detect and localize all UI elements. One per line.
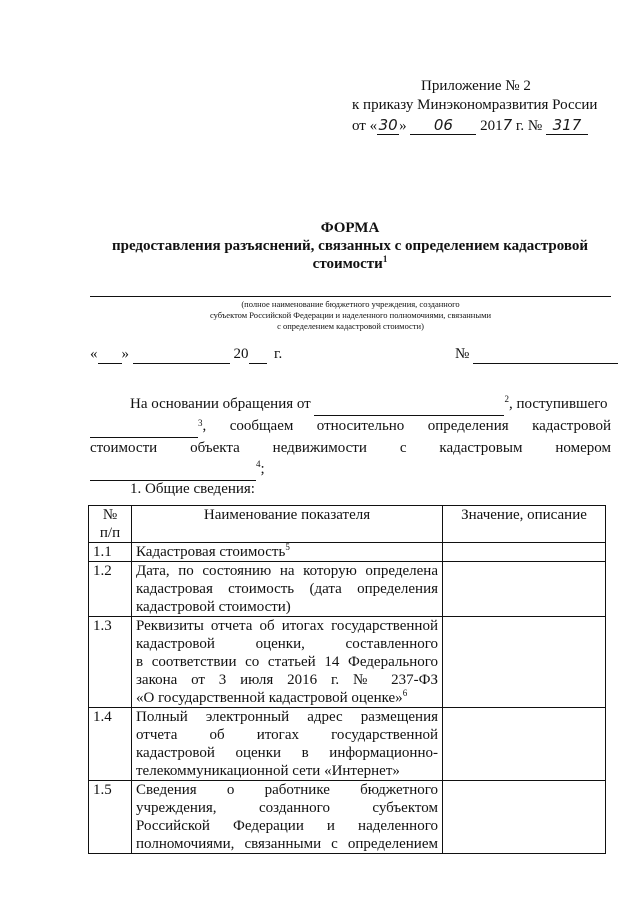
paragraph-inform: , сообщаем относительно определения кадастровой [202,418,611,434]
year-blank [249,346,267,364]
row-value[interactable] [443,617,606,708]
row-name-line: закона от 3 июля 2016 г. № 237-ФЗ [136,672,438,688]
order-number-handwritten: 317 [546,116,588,135]
row-name-line: отчета об итогах государственной [136,727,438,743]
row-num: 1.4 [89,708,132,781]
caption-line-3: с определением кадастровой стоимости) [277,321,424,331]
row-name-line: «О государственной кадастровой оценке» [136,690,403,706]
row-name [132,617,443,708]
year-prefix-20: 20 [233,346,249,362]
caption-line-1: (полное наименование бюджетного учреждения, созданного [241,299,460,309]
number-blank [473,346,618,364]
cadastral-number-blank [90,459,256,481]
date-close-quote: » [399,118,407,134]
paragraph-line-2 [90,416,611,438]
year-prefix: 201 [480,118,503,134]
open-quote: « [90,346,98,362]
row-name-line: полномочиями, связанными с определением [136,836,438,852]
paragraph-line-1 [90,394,611,416]
table-row [89,781,606,854]
general-info-table [88,505,606,854]
caption-line-2: субъектом Российской Федерации и наделенного полномочиями, связанными [209,310,491,320]
footnote-ref-3: 3 [198,418,203,428]
row-name [132,562,443,617]
year-unit: г. [274,346,283,362]
row-name-line: кадастровой оценки, составленного [136,636,438,652]
row-name-line: Дата, по состоянию на которую определена [136,563,438,579]
close-quote: » [121,346,129,362]
form-title: ФОРМА [320,220,380,236]
row-name-line: Сведения о работнике бюджетного [136,782,438,798]
date-month-handwritten: 06 [410,116,476,135]
general-info-table-wrap [88,505,606,854]
row-name-line: кадастровой стоимости) [136,599,291,615]
table-row [89,562,606,617]
section-title: 1. Общие сведения: [130,481,255,497]
footnote-ref-2: 2 [504,394,509,404]
row-name-line: учреждения, созданного субъектом [136,800,438,816]
row-value[interactable] [443,708,606,781]
basis-paragraph [90,394,611,481]
year-digit-handwritten: 7 [502,116,513,134]
table-header-row [89,506,606,543]
year-suffix: г. № [512,118,543,134]
header-num-abbr: п/п [99,525,121,541]
row-name [132,781,443,854]
header-name: Наименование показателя [132,506,443,543]
footnote-ref-1: 1 [382,254,388,264]
table-row [89,543,606,562]
table-row [89,617,606,708]
date-prefix: от « [352,118,378,134]
order-date-line [352,116,588,135]
row-name [132,708,443,781]
footnote-ref-6: 6 [402,688,408,698]
row-name [132,543,443,562]
row-num: 1.5 [89,781,132,854]
row-name-line: Кадастровая стоимость [136,544,286,560]
order-reference: к приказу Минэкономразвития России [352,97,598,113]
institution-name-line [90,296,611,297]
row-name-line: Полный электронный адрес размещения [136,709,438,725]
appendix-title: Приложение № 2 [421,78,531,94]
row-value[interactable] [443,562,606,617]
institution-caption [90,299,611,332]
header-num [89,506,132,543]
row-name-line: кадастровая стоимость (дата определения [136,581,438,597]
number-sign: № [455,346,470,362]
row-num: 1.2 [89,562,132,617]
row-name-line: кадастровой оценки в информационно- [136,745,438,761]
row-name-line: Российской Федерации и наделенного [136,818,438,834]
row-num: 1.3 [89,617,132,708]
date-day-handwritten: 30 [378,116,398,134]
paragraph-line-4 [90,459,611,481]
sender-blank [90,416,198,438]
row-name-line: в соответствии со статьей 14 Федерального [136,654,438,670]
header-num-sign: № [102,507,118,523]
letter-number-line [455,346,618,364]
month-blank [133,346,230,364]
row-value[interactable] [443,543,606,562]
form-subtitle-line1: предоставления разъяснений, связанных с определением кадастровой [111,238,589,254]
paragraph-start: На основании обращения от [130,396,311,412]
table-row [89,708,606,781]
appeal-date-blank [314,394,504,416]
paragraph-received: , поступившего [508,396,608,412]
paragraph-end: ; [260,461,265,477]
form-subtitle-word: стоимости [312,256,383,272]
form-subtitle-line2 [0,256,640,273]
footnote-ref-4: 4 [256,459,261,469]
letter-date-line [90,346,282,364]
header-value: Значение, описание [443,506,606,543]
row-num: 1.1 [89,543,132,562]
paragraph-line-3: стоимости объекта недвижимости с кадастровым номером [90,440,611,456]
footnote-ref-5: 5 [285,542,290,552]
row-name-line: Реквизиты отчета об итогах государственной [136,618,438,634]
row-value[interactable] [443,781,606,854]
row-name-line: телекоммуникационной сети «Интернет» [136,763,400,779]
day-blank [98,346,122,364]
